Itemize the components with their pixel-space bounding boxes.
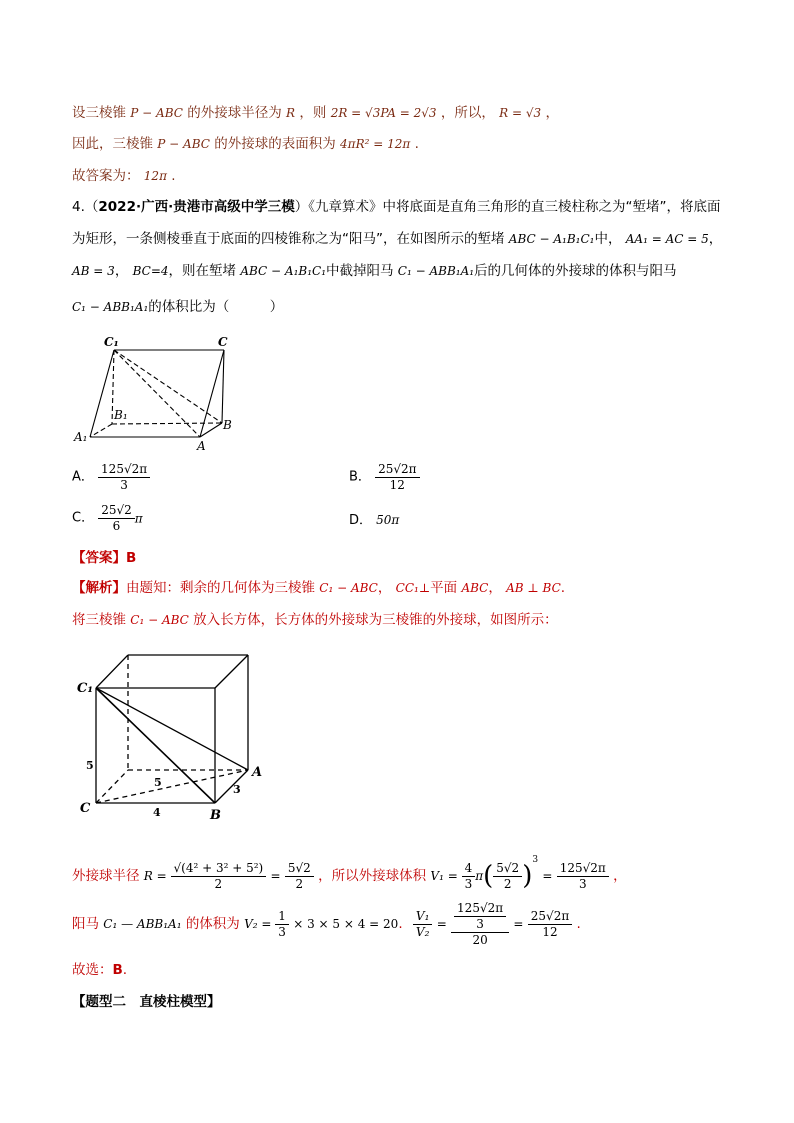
text: ）《九章算术》中将底面是直角三角形的直三棱柱称之为“堑堵”，将底面	[294, 199, 721, 215]
text: ，	[708, 231, 723, 247]
denominator: 3	[278, 924, 286, 939]
numerator: 125√2π	[557, 861, 609, 877]
text: ，	[613, 868, 627, 884]
edge-label-ca: 5	[154, 776, 162, 789]
option-text: 50π	[376, 513, 400, 527]
text: .	[560, 580, 566, 596]
numerator: V₁	[413, 909, 432, 925]
pi: π	[475, 869, 484, 883]
text: 因此，三棱锥	[72, 136, 153, 152]
denominator: 3	[464, 876, 473, 891]
math-expr: ABC	[461, 581, 489, 595]
text: 放入长方体，长方体的外接球为三棱锥的外接球，如图所示：	[193, 612, 558, 628]
answer-value: B	[126, 550, 137, 566]
inner-fraction	[454, 901, 506, 932]
numerator: 25√2	[98, 503, 135, 519]
denominator: 2	[503, 876, 512, 891]
math-eq: AB = 3	[72, 264, 115, 278]
text: 的体积比为（ ）	[148, 299, 284, 315]
numerator: 125√2π	[454, 901, 506, 917]
text: 故选：	[72, 962, 113, 978]
text: 中截掉阳马	[326, 263, 394, 279]
numerator: 5√2	[493, 861, 522, 877]
answer-line	[72, 548, 136, 568]
text: .	[122, 962, 128, 978]
text: ，所以，	[440, 105, 495, 121]
denominator: 20	[472, 932, 488, 947]
option-c[interactable]	[72, 503, 143, 534]
math-expr: C₁ − ABC	[319, 581, 378, 595]
ratio-compound	[451, 901, 509, 948]
question-number: 4.（	[72, 199, 99, 215]
text: .	[171, 168, 176, 184]
figure-prism	[72, 333, 242, 458]
denominator: 12	[389, 478, 405, 492]
math-eq: R = √3	[499, 106, 542, 120]
math-eq: × 3 × 5 × 4 = 20	[293, 917, 399, 931]
option-label: C．	[72, 510, 95, 526]
edge-label-cc1: 5	[86, 759, 94, 772]
math-expr: AB ⊥ BC	[506, 581, 561, 595]
numerator: 25√2π	[528, 909, 572, 925]
question-4-line-3	[72, 261, 677, 281]
math-expr: C₁ − ABB₁A₁	[397, 264, 475, 278]
ratio-result	[528, 909, 572, 940]
text: 的体积为	[185, 916, 240, 932]
text: 的外接球半径为	[187, 105, 282, 121]
equals: =	[436, 917, 447, 931]
text: 平面	[430, 580, 458, 596]
choose-line	[72, 960, 127, 980]
text: 由题知：剩余的几何体为三棱锥	[126, 580, 315, 596]
math-eq: 4πR² = 12π	[340, 137, 411, 151]
label-C: C	[80, 801, 91, 816]
text: 将三棱锥	[72, 612, 126, 628]
option-tail: π	[134, 511, 143, 526]
volume-result	[557, 861, 609, 892]
math-expr: ABC − A₁B₁C₁	[240, 264, 326, 278]
text: 故答案为：	[72, 168, 140, 184]
numerator: 4	[462, 861, 476, 877]
option-b[interactable]	[349, 462, 420, 493]
one-third	[275, 909, 289, 940]
option-label: B．	[349, 469, 371, 485]
label-A1: A₁	[74, 430, 88, 444]
math-expr: CC₁⊥	[395, 581, 431, 595]
text: .	[398, 916, 403, 932]
math-eq: AA₁ = AC = 5	[625, 232, 709, 246]
text: 外接球半径	[72, 868, 140, 884]
question-source: 2022·广西·贵港市高级中学三模	[98, 199, 295, 215]
text: 阳马	[72, 916, 99, 932]
denominator: 3	[120, 478, 128, 492]
equals: =	[270, 869, 281, 883]
text: .	[414, 136, 419, 152]
option-label: A．	[72, 469, 94, 485]
exponent: 3	[532, 855, 539, 865]
math-expr: P − ABC	[130, 106, 183, 120]
figure-cuboid	[72, 648, 272, 823]
label-B: B	[223, 418, 232, 432]
math-expr: P − ABC	[157, 137, 210, 151]
math-lhs: R =	[143, 869, 171, 883]
solution-answer-line	[72, 166, 176, 186]
section-heading: 【题型二 直棱柱模型】	[72, 994, 221, 1010]
text: 为矩形，一条侧棱垂直于底面的四棱锥称之为“阳马”，在如图所示的堑堵	[72, 231, 505, 247]
label-A: A	[252, 765, 263, 780]
text: ，	[114, 263, 129, 279]
text: 的外接球的表面积为	[214, 136, 336, 152]
text: 中，	[594, 231, 622, 247]
yangma-volume-line	[72, 896, 581, 952]
equals: =	[513, 917, 524, 931]
analysis-label: 【解析】	[72, 580, 126, 596]
question-4-line-4	[72, 297, 283, 317]
text: ，	[488, 580, 502, 596]
paren-close: )	[522, 861, 533, 891]
numerator: 25√2π	[375, 462, 419, 478]
math-expr: C₁ — ABB₁A₁	[103, 917, 182, 931]
text: ，所以外接球体积	[318, 868, 427, 884]
numerator: 125√2π	[98, 462, 150, 478]
math-eq: 2R = √3PA = 2√3	[330, 106, 437, 120]
numerator: 1	[275, 909, 289, 925]
option-label: D．	[349, 513, 373, 528]
equals: =	[542, 869, 553, 883]
radius-fraction	[171, 861, 267, 892]
option-fraction	[375, 462, 419, 493]
edge-label-ab: 3	[233, 783, 241, 796]
radius-result	[285, 861, 314, 892]
ratio-lhs	[413, 909, 432, 940]
label-C1: C₁	[104, 335, 119, 349]
text: ，	[545, 105, 559, 121]
edge-label-cb: 4	[153, 806, 161, 819]
radius-line	[72, 838, 627, 898]
denominator: 6	[112, 519, 121, 533]
math-var: R	[286, 106, 296, 120]
label-B1: B₁	[114, 408, 128, 422]
solution-line-area	[72, 134, 419, 154]
label-C1: C₁	[77, 681, 94, 696]
denominator: 2	[295, 876, 304, 891]
inner-fraction	[493, 861, 522, 892]
text: ，则在堑堵	[168, 263, 237, 279]
text: .	[576, 916, 581, 932]
choose-value: B	[112, 962, 123, 978]
denominator: 3	[476, 916, 484, 931]
math-expr: ABC − A₁B₁C₁	[508, 232, 595, 246]
math-lhs: V₁ =	[430, 869, 462, 883]
text: 后的几何体的外接球的体积与阳马	[474, 263, 677, 279]
denominator: V₂	[415, 924, 430, 939]
answer-label: 【答案】	[72, 550, 126, 566]
question-4-line-2	[72, 229, 722, 249]
question-4-line-1	[72, 197, 720, 217]
denominator: 12	[542, 924, 558, 939]
paren-open: (	[483, 861, 494, 891]
math-expr: C₁ − ABC	[130, 613, 189, 627]
option-fraction	[98, 462, 150, 493]
denominator: 2	[214, 876, 223, 891]
denominator: 3	[578, 876, 587, 891]
math-eq: V₂ =	[244, 917, 276, 931]
numerator	[451, 901, 509, 933]
text: ，	[377, 580, 392, 596]
option-d[interactable]	[349, 510, 399, 531]
option-a[interactable]	[72, 462, 150, 493]
analysis-line	[72, 578, 565, 598]
placement-line	[72, 610, 558, 630]
label-A: A	[197, 439, 206, 453]
numerator: 5√2	[285, 861, 314, 877]
label-C: C	[218, 335, 228, 349]
math-eq: BC=4	[132, 264, 169, 278]
text: ，则	[299, 105, 327, 121]
math-expr: C₁ − ABB₁A₁	[72, 300, 149, 314]
label-B: B	[210, 808, 221, 823]
math-val: 12π	[143, 169, 167, 183]
solution-line-radius	[72, 103, 559, 123]
numerator: √(4² + 3² + 5²)	[171, 861, 267, 877]
text: 设三棱锥	[72, 105, 126, 121]
option-fraction	[98, 503, 135, 534]
four-thirds	[462, 861, 476, 892]
